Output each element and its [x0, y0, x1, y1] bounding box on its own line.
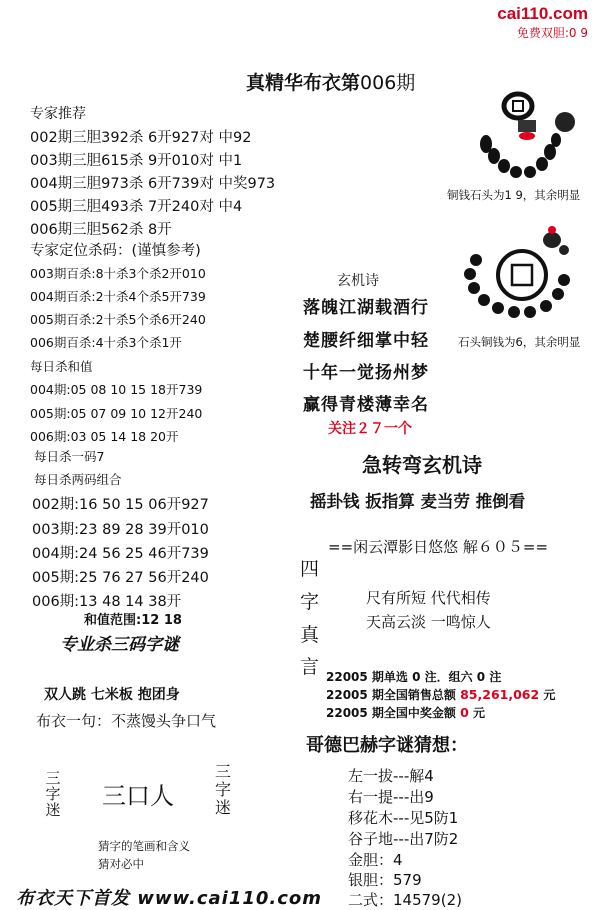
goethe-line: 二式：14579(2)	[348, 891, 462, 909]
position-kill-line: 003期百杀:8十杀3个杀2开010	[30, 266, 206, 281]
stat-unit: 元	[539, 688, 556, 702]
coin-ring-illustration	[452, 220, 592, 330]
stat-row	[326, 686, 555, 703]
goethe-heading: 哥德巴赫字谜猜想：	[306, 735, 468, 756]
sum-range: 和值范围:12 18	[84, 613, 182, 628]
goethe-line: 谷子地---出7防2	[348, 830, 459, 848]
poem-line: 十年一觉扬州梦	[303, 363, 429, 383]
daily-kill-one: 每日杀一码7	[34, 449, 105, 464]
riddle-hint-2: 猜对必中	[98, 857, 144, 871]
daily-two-heading: 每日杀两码组合	[34, 472, 122, 487]
expert-heading: 专家推荐	[30, 106, 86, 122]
goethe-line: 金胆：4	[348, 851, 403, 869]
expert-line: 004期三胆973杀 6开739对 中奖973	[30, 176, 276, 192]
phrase-2: 布衣一句：不蒸馒头争口气	[36, 712, 217, 730]
turn-poem-line: 摇卦钱 扳指算 麦当劳 推倒看	[310, 492, 526, 511]
pro-kill-riddle: 专业杀三码字谜	[60, 635, 179, 655]
poem-focus: 关注２７一个	[328, 421, 412, 437]
goethe-line: 左一拔---解4	[348, 767, 434, 785]
poem-heading: 玄机诗	[337, 273, 379, 289]
expert-line: 002期三胆392杀 6开927对 中92	[30, 130, 252, 146]
daily-two-line: 003期:23 89 28 39开010	[32, 522, 209, 538]
truth-char: 真	[300, 624, 320, 646]
site-url: cai110.com	[497, 4, 588, 23]
goethe-line: 移花木---见5防1	[348, 809, 459, 827]
image-caption-1: 铜钱石头为1 9，其余明显	[447, 188, 581, 202]
stat-value: 0	[460, 705, 469, 720]
stat-row	[326, 668, 501, 685]
position-kill-heading: 专家定位杀码：(谨慎参考)	[30, 243, 201, 259]
goethe-line: 银胆：579	[348, 871, 422, 889]
stat-label: 22005 期全国销售总额	[326, 688, 461, 702]
title-issue: 006期	[360, 72, 416, 94]
turn-poem-heading: 急转弯玄机诗	[362, 453, 482, 477]
daily-sum-line: 006期:03 05 14 18 20开	[30, 429, 179, 444]
expert-line: 006期三胆562杀 8开	[30, 222, 172, 238]
poem-line: 落魄江湖载酒行	[303, 298, 429, 318]
page-title	[246, 68, 415, 95]
daily-sum-line: 005期:05 07 09 10 12开240	[30, 406, 203, 421]
stat-value: 85,261,062	[460, 687, 540, 702]
free-pick: 免费双胆:0 9	[516, 26, 588, 40]
stat-unit: 元	[468, 706, 485, 720]
riddle-right: 三字迷	[214, 762, 231, 817]
riddle-hint-1: 猜字的笔画和含义	[98, 839, 190, 853]
truth-line: 尺有所短 代代相传	[366, 589, 491, 607]
daily-two-line: 005期:25 76 27 56开240	[32, 570, 209, 586]
daily-two-line: 002期:16 50 15 06开927	[32, 497, 209, 513]
poem-line: 楚腰纤细掌中轻	[303, 331, 429, 351]
coins-stones-illustration	[440, 86, 590, 186]
daily-two-line: 004期:24 56 25 46开739	[32, 546, 209, 562]
daily-sum-heading: 每日杀和值	[30, 359, 93, 374]
stat-row	[326, 704, 485, 721]
truth-line: 天高云淡 一鸣惊人	[366, 613, 491, 631]
footer-site: 布衣天下首发 www.cai110.com	[16, 888, 323, 909]
goethe-line: 右一提---出9	[348, 788, 434, 806]
position-kill-line: 005期百杀:2十杀5个杀6开240	[30, 312, 206, 327]
stat-label: 22005 期单选 0 注．组六 0 注	[326, 670, 502, 684]
riddle-center: 三口人	[102, 782, 174, 810]
image-caption-2: 石头铜钱为6，其余明显	[458, 335, 581, 349]
poem-line: 赢得青楼薄幸名	[303, 395, 429, 415]
daily-two-line: 006期:13 48 14 38开	[32, 594, 182, 610]
daily-sum-line: 004期:05 08 10 15 18开739	[30, 382, 203, 397]
truth-char: 字	[300, 591, 320, 613]
truth-char: 言	[300, 656, 320, 678]
phrase-1: 双人跳 七米板 抱团身	[44, 687, 180, 703]
position-kill-line: 004期百杀:2十杀4个杀5开739	[30, 289, 206, 304]
riddle-left: 三字迷	[45, 769, 61, 819]
position-kill-line: 006期百杀:4十杀3个杀1开	[30, 335, 182, 350]
expert-line: 003期三胆615杀 9开010对 中1	[30, 153, 243, 169]
expert-line: 005期三胆493杀 7开240对 中4	[30, 199, 243, 215]
truth-char: 四	[300, 558, 320, 580]
idle-line: ==闲云潭影日悠悠 解６０５==	[328, 538, 549, 556]
stat-label: 22005 期全国中奖金额	[326, 706, 461, 720]
title-text: 真精华布衣第	[246, 72, 361, 94]
